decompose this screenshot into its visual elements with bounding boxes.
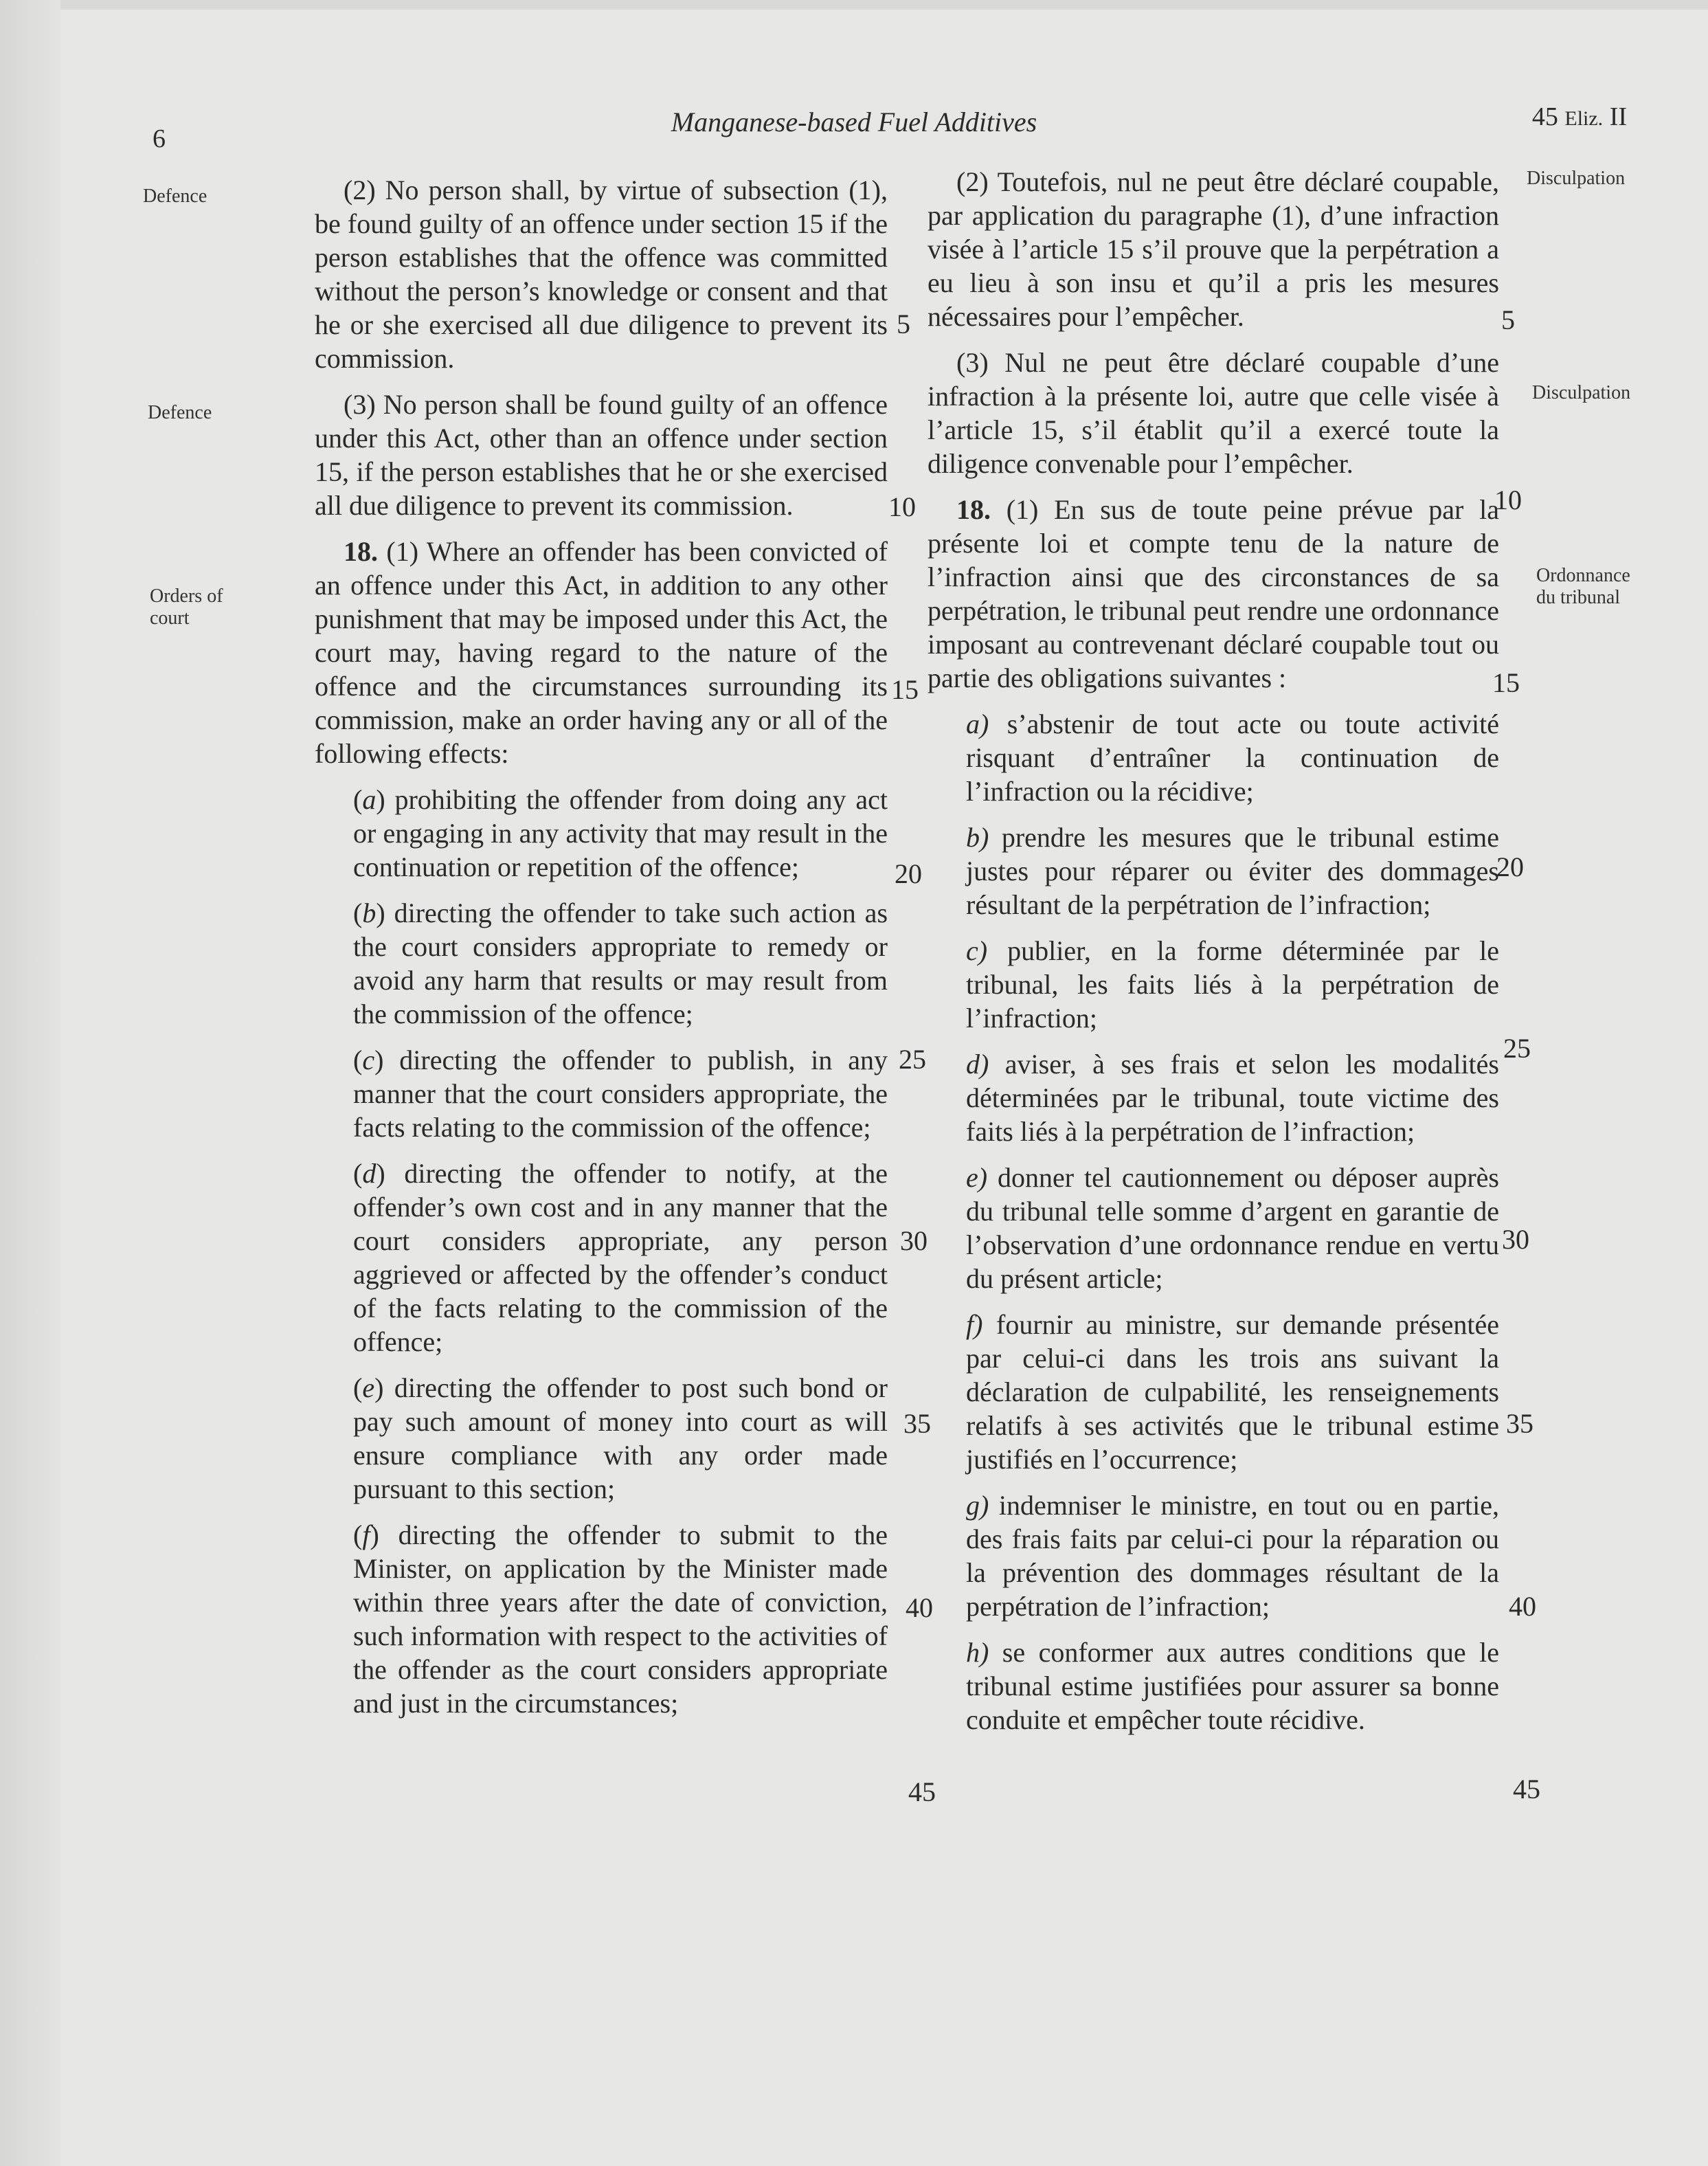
margin-note-defence-2: Defence <box>148 402 212 423</box>
en-line-number-20: 20 <box>895 858 922 889</box>
page-number: 6 <box>153 124 166 153</box>
regnal-year-number: 45 <box>1531 102 1558 131</box>
fr-paragraph-d: d) aviser, à ses frais et selon les modalités déterminées par le tribunal, toute victime des faits liés à la perpétration de l’infraction; <box>966 1049 1499 1147</box>
regnal-year-sovereign: Eliz. <box>1564 107 1604 130</box>
fr-paragraph-g: g) indemniser le ministre, en tout ou en partie, des frais faits par celui-ci pour la réparation ou la prévention des dommages résultant de la perpétration de l’infraction; <box>966 1490 1499 1622</box>
fr-line-number-25: 25 <box>1503 1033 1531 1064</box>
fr-paragraph-f: f) fournir au ministre, sur demande présentée par celui-ci dans les trois ans suivant la déclaration de culpabilité, les renseignements relatifs à ses activités que le tribunal estime justifiés en l’occurrence; <box>966 1309 1499 1475</box>
french-column <box>928 165 1499 1749</box>
en-paragraph-a: (a) prohibiting the offender from doing any act or engaging in any activity that may result in the continuation or repetition of the offence; <box>353 784 888 882</box>
regnal-year <box>1532 102 1627 132</box>
fr-section-number: 18. <box>956 494 991 525</box>
en-section-18: 18. (1) Where an offender has been convicted of an offence under this Act, in addition to any other punishment that may be imposed under this Act, the court may, having regard to the nature of the offence and the circumstances surrounding its commission, make an order having any or all of the following effects: <box>315 536 888 769</box>
fr-line-number-35: 35 <box>1506 1408 1533 1439</box>
margin-note-disculpation-2: Disculpation <box>1532 382 1631 403</box>
en-section-number: 18. <box>344 536 378 567</box>
en-line-number-35: 35 <box>903 1408 931 1439</box>
fr-line-number-20: 20 <box>1496 851 1524 882</box>
fr-paragraph-h: h) se conformer aux autres conditions que le tribunal estime justifiées pour assurer sa bonne conduite et empêcher toute récidive. <box>966 1637 1499 1735</box>
margin-note-orders-of-court: Orders of court <box>150 585 223 629</box>
fr-section-18: 18. (1) En sus de toute peine prévue par la présente loi et compte tenu de la nature de l’infraction ainsi que des circonstances de sa perpétration, le tribunal peut rendre une ordonnance imposant au contrevenant déclaré coupable tout ou partie des obligations suivantes : <box>928 494 1499 693</box>
regnal-year-roman: II <box>1609 102 1627 131</box>
en-line-number-5: 5 <box>897 309 910 339</box>
en-line-number-30: 30 <box>900 1225 928 1256</box>
en-line-number-25: 25 <box>899 1044 926 1075</box>
fr-subsection-2: (2) Toutefois, nul ne peut être déclaré coupable, par application du paragraphe (1), d’une infraction visée à l’article 15 s’il prouve que la perpétration a eu lieu à son insu et qu’il a pris les mesures nécessaires pour l’empêcher. <box>928 166 1499 332</box>
en-paragraph-c: (c) directing the offender to publish, in any manner that the court considers appropriate, the facts relating to the commission of the offence; <box>353 1045 888 1143</box>
fr-line-number-45: 45 <box>1513 1774 1540 1805</box>
en-line-number-15: 15 <box>891 674 919 705</box>
fr-line-number-40: 40 <box>1509 1591 1536 1622</box>
page-top-edge <box>0 0 1708 10</box>
margin-note-disculpation-1: Disculpation <box>1527 168 1626 189</box>
en-paragraph-f: (f) directing the offender to submit to the Minister, on application by the Minister made within three years after the date of conviction, such information with respect to the activities of the offender as the court considers appropriate and just in the circumstances; <box>353 1519 888 1719</box>
en-paragraph-e: (e) directing the offender to post such bond or pay such amount of money into court as will ensure compliance with any order made pursuant to this section; <box>353 1372 888 1504</box>
fr-paragraph-a: a) s’abstenir de tout acte ou toute activité risquant d’entraîner la continuation de l’infraction ou la récidive; <box>966 708 1499 807</box>
margin-note-defence-1: Defence <box>143 186 207 207</box>
en-paragraph-b: (b) directing the offender to take such action as the court considers appropriate to remedy or avoid any harm that results or may result from the commission of the offence; <box>353 897 888 1029</box>
en-subsection-2: (2) No person shall, by virtue of subsection (1), be found guilty of an offence under section 15 if the person establishes that the offence was committed without the person’s knowledge or consent and that he or she exercised all due diligence to prevent its commission. <box>315 175 888 374</box>
fr-line-number-10: 10 <box>1494 484 1522 515</box>
en-paragraph-d: (d) directing the offender to notify, at the offender’s own cost and in any manner that the court considers appropriate, any person aggrieved or affected by the offender’s conduct of the facts relating to the commission of the offence; <box>353 1158 888 1357</box>
fr-line-number-15: 15 <box>1492 667 1520 698</box>
fr-paragraph-c: c) publier, en la forme déterminée par le tribunal, les faits liés à la perpétration de l’infraction; <box>966 935 1499 1034</box>
page-left-edge <box>0 0 60 2166</box>
fr-paragraph-b: b) prendre les mesures que le tribunal estime justes pour réparer ou éviter des dommages résultant de la perpétration de l’infraction; <box>966 822 1499 920</box>
en-line-number-40: 40 <box>906 1592 933 1623</box>
en-line-number-10: 10 <box>888 491 916 522</box>
en-subsection-3: (3) No person shall be found guilty of an offence under this Act, other than an offence under section 15, if the person establishes that he or she exercised all due diligence to prevent its commission. <box>315 389 888 521</box>
fr-paragraph-e: e) donner tel cautionnement ou déposer auprès du tribunal telle somme d’argent en garantie de l’observation d’une ordonnance rendue en vertu du présent article; <box>966 1162 1499 1294</box>
fr-line-number-30: 30 <box>1502 1224 1529 1255</box>
fr-line-number-5: 5 <box>1501 304 1515 335</box>
margin-note-ordonnance-du-tribunal: Ordonnance du tribunal <box>1536 565 1630 608</box>
running-title: Manganese-based Fuel Additives <box>671 107 1037 137</box>
fr-subsection-3: (3) Nul ne peut être déclaré coupable d’une infraction à la présente loi, autre que celle visée à l’article 15, s’il établit qu’il a exercé toute la diligence convenable pour l’empêcher. <box>928 347 1499 479</box>
en-line-number-45: 45 <box>908 1776 936 1807</box>
english-column <box>315 173 888 1732</box>
